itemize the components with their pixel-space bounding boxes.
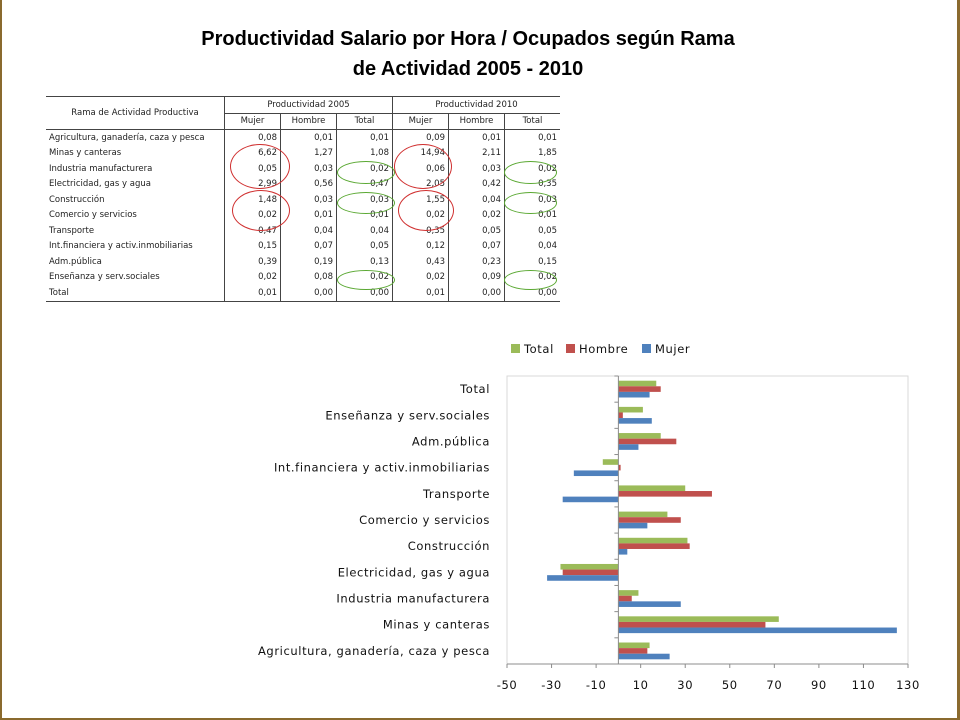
category-label: Industria manufacturera xyxy=(336,591,490,606)
bar-mujer xyxy=(618,523,647,529)
group-header-2010: Productividad 2010 xyxy=(393,97,561,114)
value-cell: 6,62 xyxy=(225,146,281,162)
value-cell: 0,08 xyxy=(281,270,337,286)
value-cell: 0,01 xyxy=(393,285,449,301)
value-cell: 0,02 xyxy=(449,208,505,224)
bar-mujer xyxy=(618,418,651,424)
value-cell: 1,85 xyxy=(538,148,557,159)
value-cell: 0,00 xyxy=(505,285,561,301)
subheader-total-2005: Total xyxy=(337,113,393,130)
bar-mujer xyxy=(547,575,618,581)
category-label: Enseñanza y serv.sociales xyxy=(325,408,490,423)
subheader-hombre-2010: Hombre xyxy=(449,113,505,130)
value-cell: 0,04 xyxy=(281,223,337,239)
bar-total xyxy=(603,459,619,465)
subheader-total-2010: Total xyxy=(505,113,561,130)
bar-hombre xyxy=(618,543,689,549)
bar-hombre xyxy=(618,412,622,418)
x-tick-label: 50 xyxy=(721,678,738,692)
value-cell: 0,03 xyxy=(337,192,393,208)
bar-mujer xyxy=(618,444,638,450)
x-tick-label: -50 xyxy=(496,678,518,692)
value-cell: 0,02 xyxy=(393,270,449,286)
value-cell: 0,01 xyxy=(281,208,337,224)
value-cell: 0,43 xyxy=(393,254,449,270)
value-cell: 14,94 xyxy=(393,146,449,162)
rama-header: Rama de Actividad Productiva xyxy=(46,97,225,130)
value-cell: 1,48 xyxy=(225,192,281,208)
bar-mujer xyxy=(574,470,619,476)
legend-label-mujer: Mujer xyxy=(655,342,691,356)
legend-label-hombre: Hombre xyxy=(579,342,629,356)
bar-hombre xyxy=(618,648,647,654)
value-cell: 0,09 xyxy=(393,130,449,146)
value-cell: 0,06 xyxy=(393,161,449,177)
value-cell: 0,02 xyxy=(538,272,557,283)
value-cell: 0,19 xyxy=(281,254,337,270)
value-cell: 0,47 xyxy=(225,223,281,239)
value-cell: 0,00 xyxy=(281,285,337,301)
bar-total xyxy=(618,433,660,439)
x-tick-label: -10 xyxy=(585,678,607,692)
bar-total xyxy=(618,485,685,491)
value-cell: 0,15 xyxy=(538,256,557,267)
value-cell: 2,99 xyxy=(225,177,281,193)
value-cell: 0,39 xyxy=(225,254,281,270)
value-cell: 1,27 xyxy=(281,146,337,162)
bar-hombre xyxy=(618,491,712,497)
group-header-2005: Productividad 2005 xyxy=(225,97,393,114)
value-cell: 0,00 xyxy=(449,285,505,301)
category-label: Construcción xyxy=(407,539,490,554)
bar-hombre xyxy=(563,570,619,576)
rama-cell: Electricidad, gas y agua xyxy=(46,177,225,193)
value-cell: 0,04 xyxy=(337,223,393,239)
value-cell: 0,04 xyxy=(449,192,505,208)
value-cell: 0,03 xyxy=(281,192,337,208)
rama-cell: Adm.pública xyxy=(46,254,225,270)
value-cell: 0,12 xyxy=(393,239,449,255)
value-cell: 0,04 xyxy=(538,241,557,252)
value-cell: 0,02 xyxy=(225,270,281,286)
bar-total xyxy=(560,564,618,570)
bar-total xyxy=(618,381,656,387)
category-label: Comercio y servicios xyxy=(359,513,490,527)
rama-cell: Minas y canteras xyxy=(46,146,225,162)
rama-cell: Comercio y servicios xyxy=(46,208,225,224)
rama-cell: Enseñanza y serv.sociales xyxy=(46,270,225,286)
bar-total xyxy=(618,407,643,413)
value-cell: 0,56 xyxy=(281,177,337,193)
value-cell: 0,07 xyxy=(281,239,337,255)
value-cell: 0,01 xyxy=(538,132,557,143)
value-cell: 0,03 xyxy=(281,161,337,177)
category-label: Electricidad, gas y agua xyxy=(337,565,490,580)
value-cell: 0,05 xyxy=(449,223,505,239)
x-tick-label: 110 xyxy=(851,678,876,692)
value-cell: 1,08 xyxy=(337,146,393,162)
subheader-hombre-2005: Hombre xyxy=(281,113,337,130)
bar-total xyxy=(618,590,638,596)
value-cell: 1,55 xyxy=(393,192,449,208)
value-cell: 2,05 xyxy=(393,177,449,193)
title-line-1: Productividad Salario por Hora / Ocupados según Rama xyxy=(201,28,735,50)
x-tick-label: -30 xyxy=(541,678,562,692)
rama-cell: Transporte xyxy=(46,223,225,239)
category-label: Transporte xyxy=(422,486,490,501)
value-cell: 0,02 xyxy=(393,208,449,224)
bar-hombre xyxy=(618,596,631,602)
bar-total xyxy=(618,512,667,518)
value-cell: 0,08 xyxy=(225,130,281,146)
x-tick-label: 90 xyxy=(810,678,827,692)
legend-label-total: Total xyxy=(524,342,554,356)
value-cell: 0,05 xyxy=(538,225,557,236)
bar-mujer xyxy=(618,549,627,555)
bar-mujer xyxy=(563,497,619,503)
category-label: Agricultura, ganadería, caza y pesca xyxy=(257,643,490,658)
value-cell: 0,01 xyxy=(538,210,557,221)
x-tick-label: 70 xyxy=(766,678,783,692)
legend-swatch-total xyxy=(511,344,520,353)
bar-mujer xyxy=(618,654,669,660)
rama-cell: Agricultura, ganadería, caza y pesca xyxy=(46,130,225,146)
value-cell: 0,01 xyxy=(337,208,393,224)
bar-hombre xyxy=(618,439,676,445)
value-cell: 0,01 xyxy=(449,130,505,146)
value-cell: 0,05 xyxy=(225,161,281,177)
value-cell: 0,35 xyxy=(538,179,557,190)
value-cell: 0,00 xyxy=(337,285,393,301)
x-tick-label: 30 xyxy=(677,678,694,692)
value-cell: 0,03 xyxy=(449,161,505,177)
bar-hombre xyxy=(618,622,765,628)
value-cell: 0,02 xyxy=(337,161,393,177)
value-cell: 2,11 xyxy=(449,146,505,162)
value-cell: 0,13 xyxy=(337,254,393,270)
value-cell: 0,35 xyxy=(393,223,449,239)
bar-mujer xyxy=(618,628,896,634)
bar-hombre xyxy=(618,386,660,392)
value-cell: 0,02 xyxy=(538,163,557,174)
value-cell: 0,42 xyxy=(449,177,505,193)
bar-total xyxy=(618,616,778,622)
bar-mujer xyxy=(618,601,680,607)
x-tick-label: 130 xyxy=(896,678,920,692)
rama-cell: Total xyxy=(46,285,225,301)
value-cell: 0,01 xyxy=(337,130,393,146)
bar-total xyxy=(618,643,649,649)
category-label: Int.financiera y activ.inmobiliarias xyxy=(273,460,490,475)
value-cell: 0,09 xyxy=(449,270,505,286)
rama-cell: Industria manufacturera xyxy=(46,161,225,177)
value-cell: 0,15 xyxy=(225,239,281,255)
category-label: Adm.pública xyxy=(411,434,490,449)
rama-cell: Construcción xyxy=(46,192,225,208)
subheader-mujer-2005: Mujer xyxy=(225,113,281,130)
bar-hombre xyxy=(618,517,680,523)
value-cell: 0,01 xyxy=(225,285,281,301)
rama-cell: Int.financiera y activ.inmobiliarias xyxy=(46,239,225,255)
x-tick-label: 10 xyxy=(632,678,649,692)
category-label: Minas y canteras xyxy=(382,617,490,632)
value-cell: 0,47 xyxy=(337,177,393,193)
title-line-2: de Actividad 2005 - 2010 xyxy=(352,58,584,80)
value-cell: 0,01 xyxy=(281,130,337,146)
bar-total xyxy=(618,538,687,544)
value-cell: 0,03 xyxy=(538,194,557,205)
subheader-mujer-2010: Mujer xyxy=(393,113,449,130)
category-label: Total xyxy=(460,382,490,397)
legend-swatch-mujer xyxy=(642,344,651,353)
value-cell: 0,07 xyxy=(449,239,505,255)
value-cell: 0,23 xyxy=(449,254,505,270)
bar-mujer xyxy=(618,392,649,398)
value-cell: 0,05 xyxy=(337,239,393,255)
value-cell: 0,02 xyxy=(337,270,393,286)
legend-swatch-hombre xyxy=(566,344,575,353)
value-cell: 0,02 xyxy=(225,208,281,224)
